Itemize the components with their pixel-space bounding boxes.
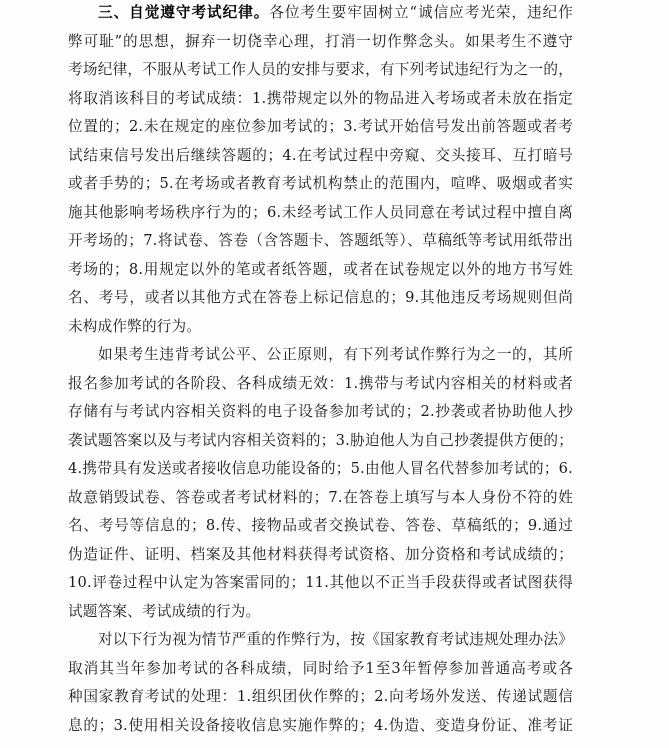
- serious-line-2: 取消其当年参加考试的各科成绩，同时给予1至3年暂停参加普通高考或各: [68, 660, 573, 677]
- section-3-line-8: 施其他影响考场秩序行为的；6.未经考试工作人员同意在考试过程中擅自离: [68, 204, 573, 221]
- cheating-line-3: 存储有与考试内容相关资料的电子设备参加考试的；2.抄袭或者协助他人抄: [68, 403, 573, 420]
- serious-line-1: 对以下行为视为情节严重的作弊行为，按《国家教育考试违规处理办法》: [98, 631, 573, 648]
- cheating-line-1: 如果考生违背考试公平、公正原则，有下列考试作弊行为之一的，其所: [98, 346, 573, 363]
- section-3-line-10: 考场的；8.用规定以外的笔或者纸答题，或者在试卷规定以外的地方书写姓: [68, 261, 573, 278]
- section-3-line-7: 或者手势的；5.在考场或者教育考试机构禁止的范围内，喧哗、吸烟或者实: [68, 175, 573, 192]
- section-3-heading: 三、自觉遵守考试纪律。: [98, 4, 270, 21]
- cheating-line-8: 伪造证件、证明、档案及其他材料获得考试资格、加分资格和考试成绩的；: [68, 546, 573, 563]
- section-3-line-3: 考场纪律，不服从考试工作人员的安排与要求，有下列考试违纪行为之一的，: [68, 61, 573, 78]
- section-3-line-4: 将取消该科目的考试成绩：1.携带规定以外的物品进入考场或者未放在指定: [68, 90, 573, 107]
- section-3-line-12: 未构成作弊的行为。: [68, 318, 202, 335]
- cheating-line-2: 报名参加考试的各阶段、各科成绩无效：1.携带与考试内容相关的材料或者: [68, 375, 573, 392]
- section-3-line-1: 三、自觉遵守考试纪律。各位考生要牢固树立“诚信应考光荣，违纪作: [98, 4, 573, 21]
- cheating-line-6: 故意销毁试卷、答卷或者考试材料的；7.在答卷上填写与本人身份不符的姓: [68, 489, 573, 506]
- section-3-line-11: 名、考号，或者以其他方式在答卷上标记信息的；9.其他违反考场规则但尚: [68, 289, 573, 306]
- section-3-line-2: 弊可耻”的思想，摒弃一切侥幸心理，打消一切作弊念头。如果考生不遵守: [68, 33, 573, 50]
- cheating-line-5: 4.携带具有发送或者接收信息功能设备的；5.由他人冒名代替参加考试的；6.: [68, 460, 573, 477]
- cheating-line-10: 试题答案、考试成绩的行为。: [68, 603, 261, 620]
- serious-line-3: 种国家教育考试的处理：1.组织团伙作弊的；2.向考场外发送、传递试题信: [68, 688, 573, 705]
- section-3-line-9: 开考场的；7.将试卷、答卷（含答题卡、答题纸等）、草稿纸等考试用纸带出: [68, 232, 573, 249]
- section-3-line-5: 位置的；2.未在规定的座位参加考试的；3.考试开始信号发出前答题或者考: [68, 118, 573, 135]
- serious-line-4: 息的；3.使用相关设备接收信息实施作弊的；4.伪造、变造身份证、准考证: [68, 717, 573, 734]
- cheating-line-9: 10.评卷过程中认定为答案雷同的；11.其他以不正当手段获得或者试图获得: [68, 574, 573, 591]
- cheating-line-4: 袭试题答案以及与考试内容相关资料的；3.胁迫他人为自己抄袭提供方便的；: [68, 432, 573, 449]
- cheating-line-7: 名、考号等信息的；8.传、接物品或者交换试卷、答卷、草稿纸的；9.通过: [68, 517, 573, 534]
- section-3-line-6: 试结束信号发出后继续答题的；4.在考试过程中旁窥、交头接耳、互打暗号: [68, 147, 573, 164]
